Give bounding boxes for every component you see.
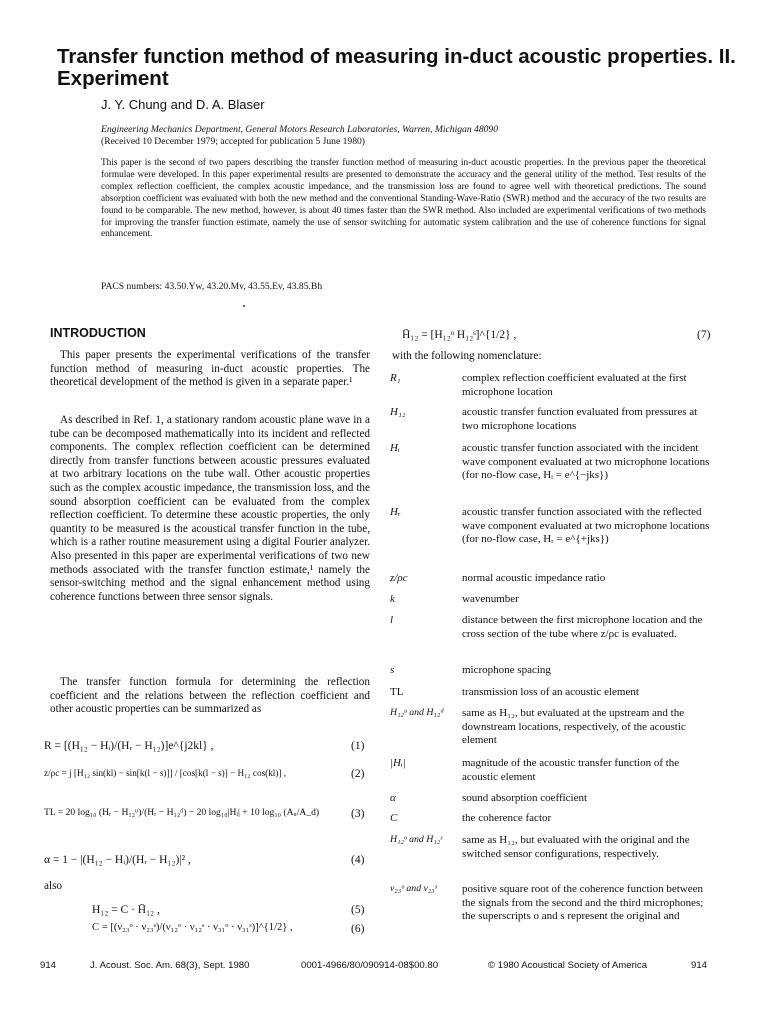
nomenclature-symbol: Hᵣ: [390, 506, 401, 518]
nomenclature-symbol: H₁₂ᵒ and H₁₂ˢ: [390, 834, 443, 845]
equation-6-number: (6): [351, 923, 365, 935]
equation-2: z/ρc = j [H₁₂ sin(kl) − sin[k(l − s)]] / [cos[k(l − s)] − H₁₂ cos(kl)] ,: [44, 768, 287, 778]
nomenclature-symbol: ν₂₃ᵒ and ν₂₃ˢ: [390, 883, 437, 894]
nomenclature-symbol: α: [390, 792, 396, 804]
nomenclature-symbol: TL: [390, 686, 404, 698]
nomenclature-definition: normal acoustic impedance ratio: [462, 572, 606, 584]
equation-7: H̄₁₂ = [H₁₂ᵒ H₁₂ˢ]^{1/2} ,: [402, 329, 517, 341]
nomenclature-symbol: H₁₂: [390, 406, 406, 418]
abstract: This paper is the second of two papers describing the transfer function method of measuring in-duct acoustic properties. In the previous paper the theoretical formulae were developed. In this paper experimental results are presented to demonstrate the accuracy and the general utility of the method. Test results of the complex reflection coefficient, the complex acoustic impedance, and the transmission loss are found to agree well with theoretical predictions. The sound absorption coefficient was evaluated with both the new method and the conventional Standing-Wave-Ratio (SWR) method and the accuracy of the two results are found to be comparable. The new method, however, is about 40 times faster than the SWR method. Also included are experimental verifications of two methods for improving the transfer function estimate, namely the use of sensor switching for automatic system calibration and the use of coherence functions for signal enhancement.: [101, 158, 706, 240]
page-number-right: 914: [691, 960, 708, 971]
nomenclature-symbol: l: [390, 614, 394, 626]
nomenclature-symbol: R₁: [390, 372, 401, 384]
intro-paragraph-1: This paper presents the experimental verifications of the transfer function method of measuring in-duct acoustic properties. The theoretical development of the method is given in a separate paper.¹: [50, 349, 370, 389]
nomenclature-definition: positive square root of the coherence function between the signals from the second and the third microphones; the superscripts o and s represent the original and: [462, 883, 704, 922]
nomenclature-symbol: k: [390, 593, 395, 605]
pacs-numbers: PACS numbers: 43.50.Yw, 43.20.Mv, 43.55.Ev, 43.85.Bh: [101, 281, 323, 292]
nomenclature-symbol: H₁₂ᵘ and H₁₂ᵈ: [390, 707, 444, 718]
affiliation: Engineering Mechanics Department, General Motors Research Laboratories, Warren, Michigan 48090: [101, 124, 499, 135]
page-number-left: 914: [40, 960, 57, 971]
equation-1: R = [(H₁₂ − Hᵢ)/(Hᵣ − H₁₂)]e^{j2kl} ,: [44, 740, 214, 752]
equation-3-number: (3): [351, 808, 365, 820]
equation-4: α = 1 − |(H₁₂ − Hᵢ)/(Hᵣ − H₁₂)|² ,: [44, 854, 191, 866]
nomenclature-definition: acoustic transfer function associated with the reflected wave component evaluated at two microphone locations (for no-flow case, Hᵣ = e^{+jks}): [462, 506, 710, 545]
nomenclature-definition: sound absorption coefficient: [462, 792, 588, 804]
equation-4-number: (4): [351, 854, 365, 866]
equation-3: TL = 20 log₁₀ (Hᵣ − H₁₂ᵘ)/(Hᵣ − H₁₂ᵈ) − 20 log₁₀|Hᵢ| + 10 log₁₀ (Aᵤ/A_d): [44, 807, 320, 818]
paper-title: Transfer function method of measuring in-duct acoustic properties. II. Experiment: [57, 45, 736, 90]
article-code: 0001-4966/80/090914-08$00.80: [301, 960, 439, 971]
copyright: © 1980 Acoustical Society of America: [488, 960, 648, 971]
nomenclature-definition: same as H₁₂, but evaluated at the upstream and the downstream locations, respectively, of the acoustic element: [462, 707, 686, 746]
nomenclature-definition: same as H₁₂, but evaluated with the original and the switched sensor configurations, respectively.: [462, 834, 690, 860]
nomenclature-symbol: z/ρc: [390, 572, 408, 584]
section-heading: INTRODUCTION: [50, 326, 146, 340]
equation-1-number: (1): [351, 740, 365, 752]
nomenclature-definition: magnitude of the acoustic transfer function of the acoustic element: [462, 757, 680, 783]
nomenclature-intro: with the following nomenclature:: [392, 350, 542, 362]
nomenclature-definition: acoustic transfer function evaluated from pressures at two microphone locations: [462, 406, 698, 432]
intro-paragraph-3: The transfer function formula for determining the reflection coefficient and the relations between the reflection coefficient and other acoustic properties can be summarized as: [50, 676, 370, 716]
journal-citation: J. Acoust. Soc. Am. 68(3), Sept. 1980: [90, 960, 250, 971]
intro-paragraph-2: As described in Ref. 1, a stationary random acoustic plane wave in a tube can be decomposed mathematically into its incident and reflected components. The complex reflection coefficient can be determined directly from transfer functions between acoustic pressures evaluated at two arbitrary locations on the tube wall. Other acoustic properties such as the complex acoustic impedance, the transmission loss, and the sound absorption coefficient can be evaluated from the complex reflection coefficient. To determine these acoustic properties, the only quantity to be measured is the acoustical transfer function in the tube, which is a rather routine measurement using a digital Fourier analyzer. Also presented in this paper are experimental verifications of two new methods associated with the transfer function estimate,¹ namely the sensor-switching method and the signal enhancement method using coherence functions between three sensor signals.: [50, 414, 370, 603]
nomenclature-definition: transmission loss of an acoustic element: [462, 686, 639, 698]
equation-6: C = [(ν₂₃ᵒ · ν₂₃ˢ)/(ν₁₂ᵒ · ν₁₂ˢ · ν₃₁ᵒ · ν₃₁ˢ)]^{1/2} ,: [92, 922, 293, 933]
nomenclature-definition: complex reflection coefficient evaluated at the first microphone location: [462, 372, 687, 398]
nomenclature-symbol: C: [390, 812, 398, 824]
nomenclature-definition: wavenumber: [462, 593, 519, 605]
nomenclature-symbol: s: [390, 664, 395, 676]
equation-5-number: (5): [351, 904, 365, 916]
stray-mark: [243, 305, 245, 307]
equation-2-number: (2): [351, 768, 365, 780]
nomenclature-definition: distance between the first microphone location and the cross section of the tube where z/ρc is evaluated.: [462, 614, 703, 640]
also-text: also: [44, 880, 63, 892]
received-dates: (Received 10 December 1979; accepted for publication 5 June 1980): [101, 136, 365, 147]
nomenclature-definition: the coherence factor: [462, 812, 552, 824]
nomenclature-symbol: |Hᵢ|: [390, 757, 406, 769]
nomenclature-symbol: Hᵢ: [390, 442, 400, 454]
authors: J. Y. Chung and D. A. Blaser: [101, 97, 265, 112]
nomenclature-definition: acoustic transfer function associated with the incident wave component evaluated at two microphone locations (for no-flow case, Hᵢ = e^{−jks}): [462, 442, 710, 481]
equation-7-number: (7): [697, 329, 711, 341]
nomenclature-definition: microphone spacing: [462, 664, 551, 676]
equation-5: H₁₂ = C · H̄₁₂ ,: [92, 904, 160, 916]
